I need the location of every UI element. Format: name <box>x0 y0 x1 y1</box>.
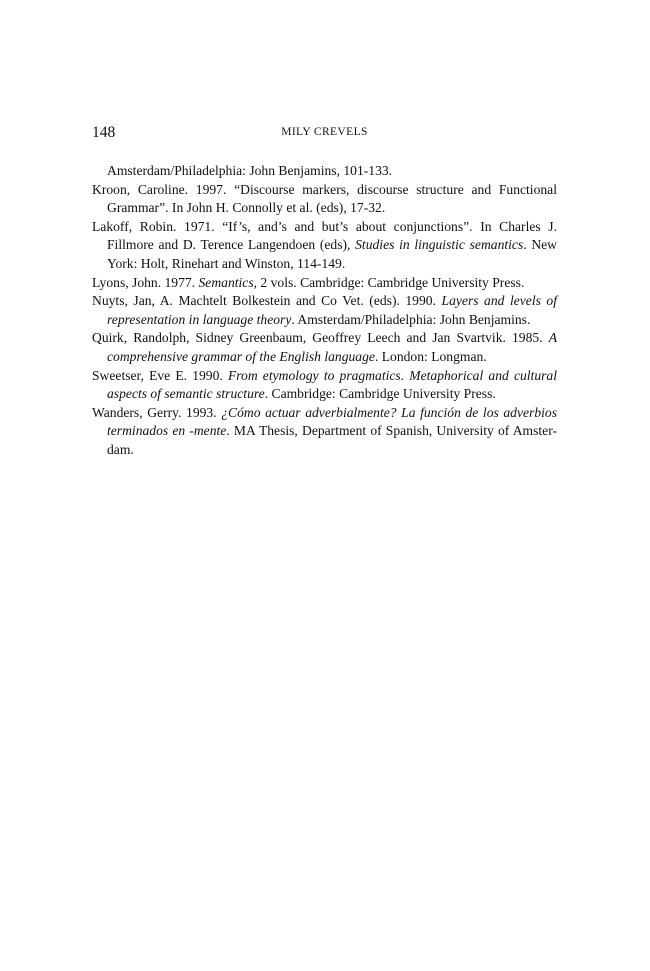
reference-title: Studies in linguistic semantics <box>355 237 524 253</box>
reference-list <box>92 162 557 460</box>
page-header <box>92 124 557 144</box>
reference-entry <box>92 218 557 274</box>
reference-text: Lakoff, Robin. 1971. “If’s, and’s and but’s about conjunctions”. In Charles J. Fillmore and D. Terence Langendoen (eds), <box>92 218 557 253</box>
reference-entry <box>92 162 557 181</box>
reference-text: Quirk, Randolph, Sidney Greenbaum, Geoffrey Leech and Jan Svartvik. 1985. <box>92 330 549 346</box>
reference-title: ¿Cómo actuar adverbialmente? La función de los adverbios terminados en -mente <box>107 404 557 439</box>
reference-entry <box>92 181 557 218</box>
reference-title: Semantics <box>198 274 254 290</box>
reference-text: , 2 vols. Cambridge: Cambridge University Press. <box>253 274 525 290</box>
reference-entry <box>92 329 557 366</box>
reference-text: Nuyts, Jan, A. Machtelt Bolkestein and Co Vet. (eds). 1990. <box>92 293 442 309</box>
reference-title: Layers and levels of representation in language theory <box>107 293 558 327</box>
reference-entry <box>92 404 557 460</box>
reference-text: . MA Thesis, Department of Spanish, University of Amster-dam. <box>107 423 557 457</box>
reference-entry <box>92 274 557 293</box>
reference-text: Wanders, Gerry. 1993. <box>92 404 222 420</box>
reference-text: . Amsterdam/Philadelphia: John Benjamins. <box>291 311 531 327</box>
reference-text: Lyons, John. 1977. <box>92 274 199 290</box>
reference-text: Sweetser, Eve E. 1990. <box>92 367 228 383</box>
reference-text: Kroon, Caroline. 1997. “Discourse markers, discourse structure and Functional Grammar”. In John H. Connolly et al. (eds), 17-32. <box>92 181 557 216</box>
reference-title: A comprehensive grammar of the English language <box>107 330 557 364</box>
reference-text: Amsterdam/Philadelphia: John Benjamins, 101-133. <box>107 163 393 178</box>
reference-text: . Cambridge: Cambridge University Press. <box>264 386 496 402</box>
running-head: MILY CREVELS <box>281 126 368 138</box>
reference-text: . New York: Holt, Rinehart and Winston, 114-149. <box>107 237 558 271</box>
reference-entry <box>92 367 557 404</box>
reference-title: From etymology to pragmatics. Metaphorical and cultural aspects of semantic structure <box>107 367 557 402</box>
reference-entry <box>92 292 557 329</box>
reference-text: . London: Longman. <box>374 348 487 364</box>
page-number: 148 <box>92 124 116 141</box>
